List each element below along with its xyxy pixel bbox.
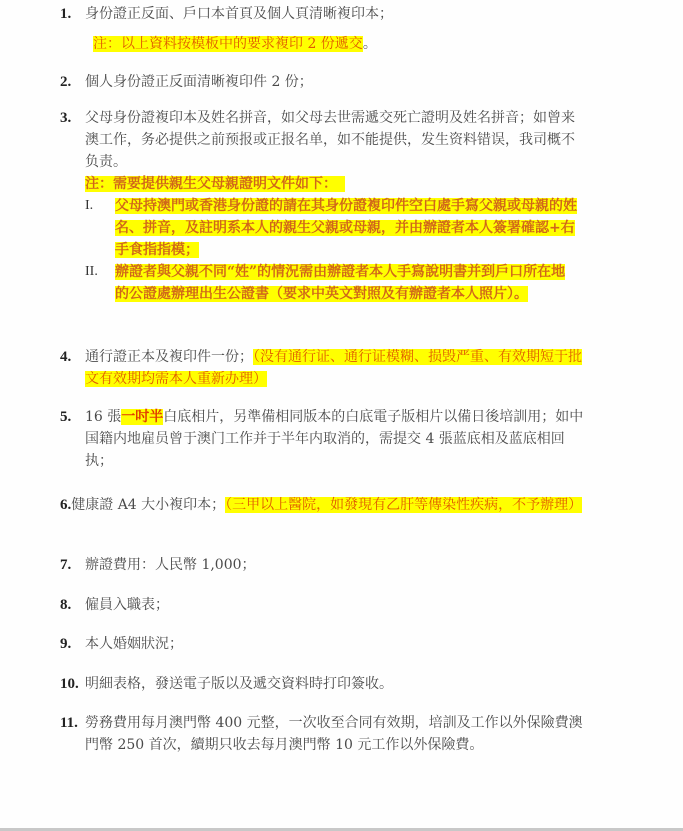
list-item-6 [60, 494, 600, 516]
subitem-II [85, 261, 585, 305]
item-number: 9. [60, 636, 72, 652]
item-number: 6. [60, 497, 72, 513]
highlighted-remark: （三甲以上醫院，如發現有乙肝等傳染性疾病，不予辦理） [225, 497, 583, 513]
highlighted-note: 注：以上資料按模板中的要求複印 2 份遞交 [93, 36, 363, 52]
item-3-note-line [85, 173, 585, 195]
item-text: 個人身份證正反面清晰複印件 2 份； [85, 74, 313, 90]
note-suffix: 。 [362, 36, 377, 52]
item-text: 本人婚姻狀況； [85, 636, 183, 652]
item-number: 5. [60, 409, 72, 425]
list-item-8 [60, 594, 600, 616]
subitem-text: 辦證者與父親不同“姓”的情況需由辦證者本人手寫說明書并到戶口所在地的公證處辦理出生公證書（要求中英文對照及有辦證者本人照片）。 [115, 264, 566, 302]
item-number: 4. [60, 349, 72, 365]
list-item-2 [60, 71, 600, 93]
list-item-10 [60, 673, 600, 695]
item-text: 父母身份證複印本及姓名拼音，如父母去世需遞交死亡證明及姓名拼音；如曾来澳工作，务必提供之前预报或正报名单，如不能提供，发生资料错误，我司概不负责。 [85, 110, 575, 170]
item-text: 明細表格，發送電子版以及遞交資料時打印簽收。 [85, 676, 393, 692]
item-1-note [93, 33, 377, 55]
item-text: 通行證正本及複印件一份； [85, 349, 253, 365]
list-item-3 [60, 107, 585, 195]
item-number: 1. [60, 6, 72, 22]
item-text: 身份證正反面、戶口本首頁及個人頁清晰複印本； [85, 6, 393, 22]
roman-numeral: II. [85, 264, 98, 279]
highlighted-note: 注：需要提供親生父母親證明文件如下： [85, 176, 345, 192]
item-number: 10. [60, 676, 79, 692]
item-text: 勞務費用每月澳門幣 400 元整，一次收至合同有效期，培訓及工作以外保險費澳門幣 250 首次，續期只收去每月澳門幣 10 元工作以外保險費。 [85, 715, 583, 753]
list-item-5 [60, 406, 590, 472]
list-item-11 [60, 712, 590, 756]
item-number: 8. [60, 597, 72, 613]
subitem-text: 父母持澳門或香港身份證的請在其身份證複印件空白處手寫父親或母親的姓名、拼音，及註明系本人的親生父親或母親，并由辦證者本人簽署確認+右手食指指模； [115, 198, 577, 258]
item-text: 僱員入職表； [85, 597, 169, 613]
item-text: 辦證費用：人民幣 1,000； [85, 557, 256, 573]
highlighted-remark: （没有通行证、通行证模糊、损毁严重、有效期短于批文有效期均需本人重新办理） [85, 349, 582, 387]
item-number: 11. [60, 715, 78, 731]
list-item-9 [60, 633, 600, 655]
item-number: 2. [60, 74, 72, 90]
subitem-I [85, 195, 585, 261]
roman-numeral: I. [85, 198, 94, 213]
item-number: 3. [60, 110, 72, 126]
item-number: 7. [60, 557, 72, 573]
item-text-before: 16 張 [85, 409, 122, 425]
list-item-1 [60, 3, 600, 25]
item-text-after: 白底相片，另準備相同版本的白底電子版相片以備日後培訓用；如中国籍内地雇员曾于澳门工作并于半年内取消的，需提交 4 張蓝底相及蓝底相回执； [85, 409, 584, 469]
item-text: 健康證 A4 大小複印本； [71, 497, 226, 513]
highlighted-size: 一吋半 [121, 409, 164, 425]
list-item-4 [60, 346, 590, 390]
list-item-7 [60, 554, 600, 576]
